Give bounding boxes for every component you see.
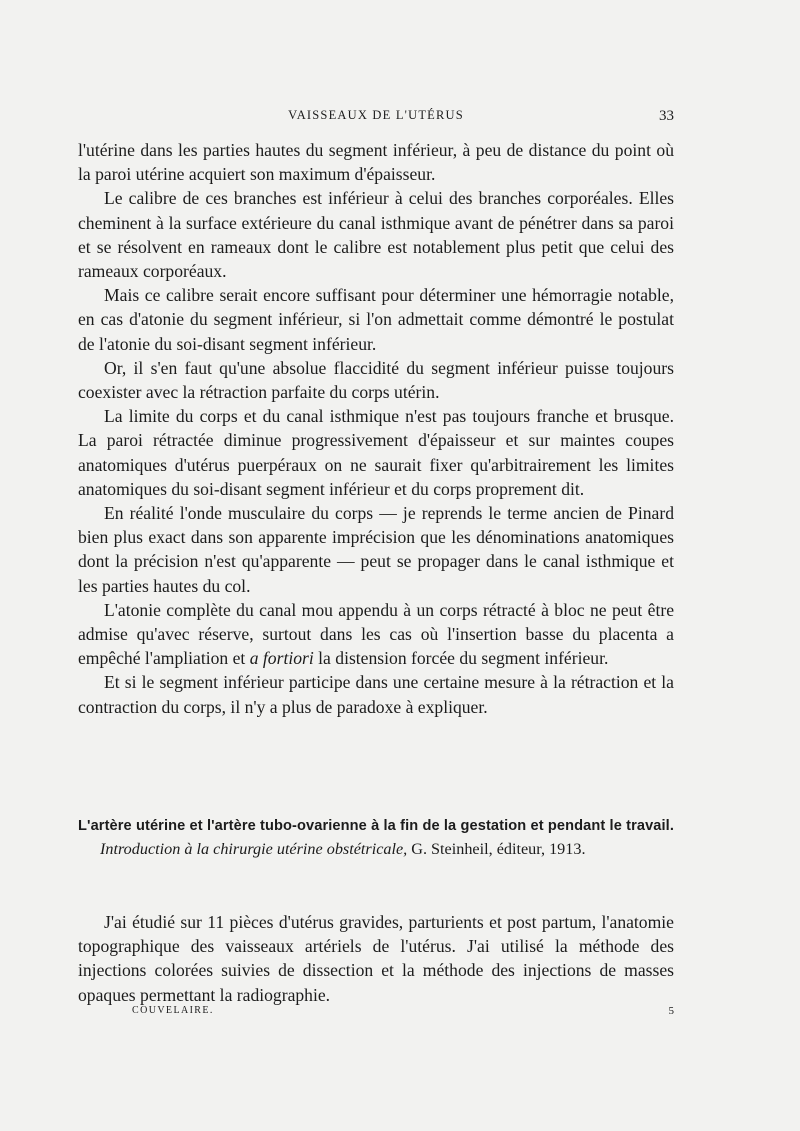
paragraph-1: l'utérine dans les parties hautes du segment inférieur, à peu de distance du point où la paroi utérine acquiert son maximum d'épaisseur. [78, 140, 674, 185]
page-number: 33 [659, 108, 674, 124]
paragraph-7-italic: a fortiori [249, 648, 314, 669]
paragraph-5: La limite du corps et du canal isthmique n'est pas toujours franche et brusque. La paroi rétractée diminue progressivement d'épaisseur et sur maintes coupes anatomiques d'utérus puerpéraux on ne saurait fixer qu'arbitrairement les limites anatomiques du soi-disant segment inférieur et du corps proprement dit. [78, 406, 674, 499]
page-footer [78, 1005, 674, 1023]
paragraph-8: Et si le segment inférieur participe dans une certaine mesure à la rétraction et la contraction du corps, il n'y a plus de paradoxe à expliquer. [78, 672, 674, 717]
running-title: VAISSEAUX DE L'UTÉRUS [288, 108, 464, 122]
bibliographic-reference [78, 814, 674, 861]
paragraph-7 [78, 598, 674, 671]
closing-text [78, 910, 674, 1007]
paragraph-4: Or, il s'en faut qu'une absolue flaccidité du segment inférieur puisse toujours coexister avec la rétraction parfaite du corps utérin. [78, 357, 674, 403]
paragraph-3: Mais ce calibre serait encore suffisant pour déterminer une hémorragie notable, en cas d'atonie du segment inférieur, si l'on admettait comme démontré le postulat de l'atonie du soi-disant segment inférieur. [78, 285, 674, 354]
running-head [78, 108, 674, 130]
paragraph-6: En réalité l'onde musculaire du corps — je reprends le terme ancien de Pinard bien plus exact dans son apparente imprécision que les dénominations anatomiques dont la précision n'est qu'apparente — peut se propager dans le canal isthmique et les parties hautes du col. [78, 503, 674, 596]
reference-work: Introduction à la chirurgie utérine obstétricale, [100, 840, 408, 858]
body-text [78, 138, 674, 719]
reference-title: L'artère utérine et l'artère tubo-ovarienne à la fin de la gestation et pendant le travail. [78, 818, 674, 834]
paragraph-7-end: la distension forcée du segment inférieur. [318, 648, 609, 669]
reference-publisher: G. Steinheil, éditeur, 1913. [411, 840, 586, 858]
signature-number: 5 [668, 1005, 674, 1017]
closing-paragraph: J'ai étudié sur 11 pièces d'utérus gravides, parturients et post partum, l'anatomie topographique des vaisseaux artériels de l'utérus. J'ai utilisé la méthode des injections colorées suivies de dissection et la méthode des injections de masses opaques permettant la radiographie. [78, 912, 674, 1005]
signature-mark: COUVELAIRE. [132, 1005, 214, 1016]
paragraph-7-start: L'atonie complète du canal mou appendu à un corps rétracté à bloc ne peut être admise qu'avec réserve, surtout dans les cas où l'insertion basse du placenta a empêché l'ampliation et [78, 599, 674, 669]
paragraph-2: Le calibre de ces branches est inférieur à celui des branches corporéales. Elles cheminent à la surface extérieure du canal isthmique avant de pénétrer dans sa paroi et se résolvent en rameaux dont le calibre est notablement plus petit que celui des rameaux corporéaux. [78, 188, 674, 282]
